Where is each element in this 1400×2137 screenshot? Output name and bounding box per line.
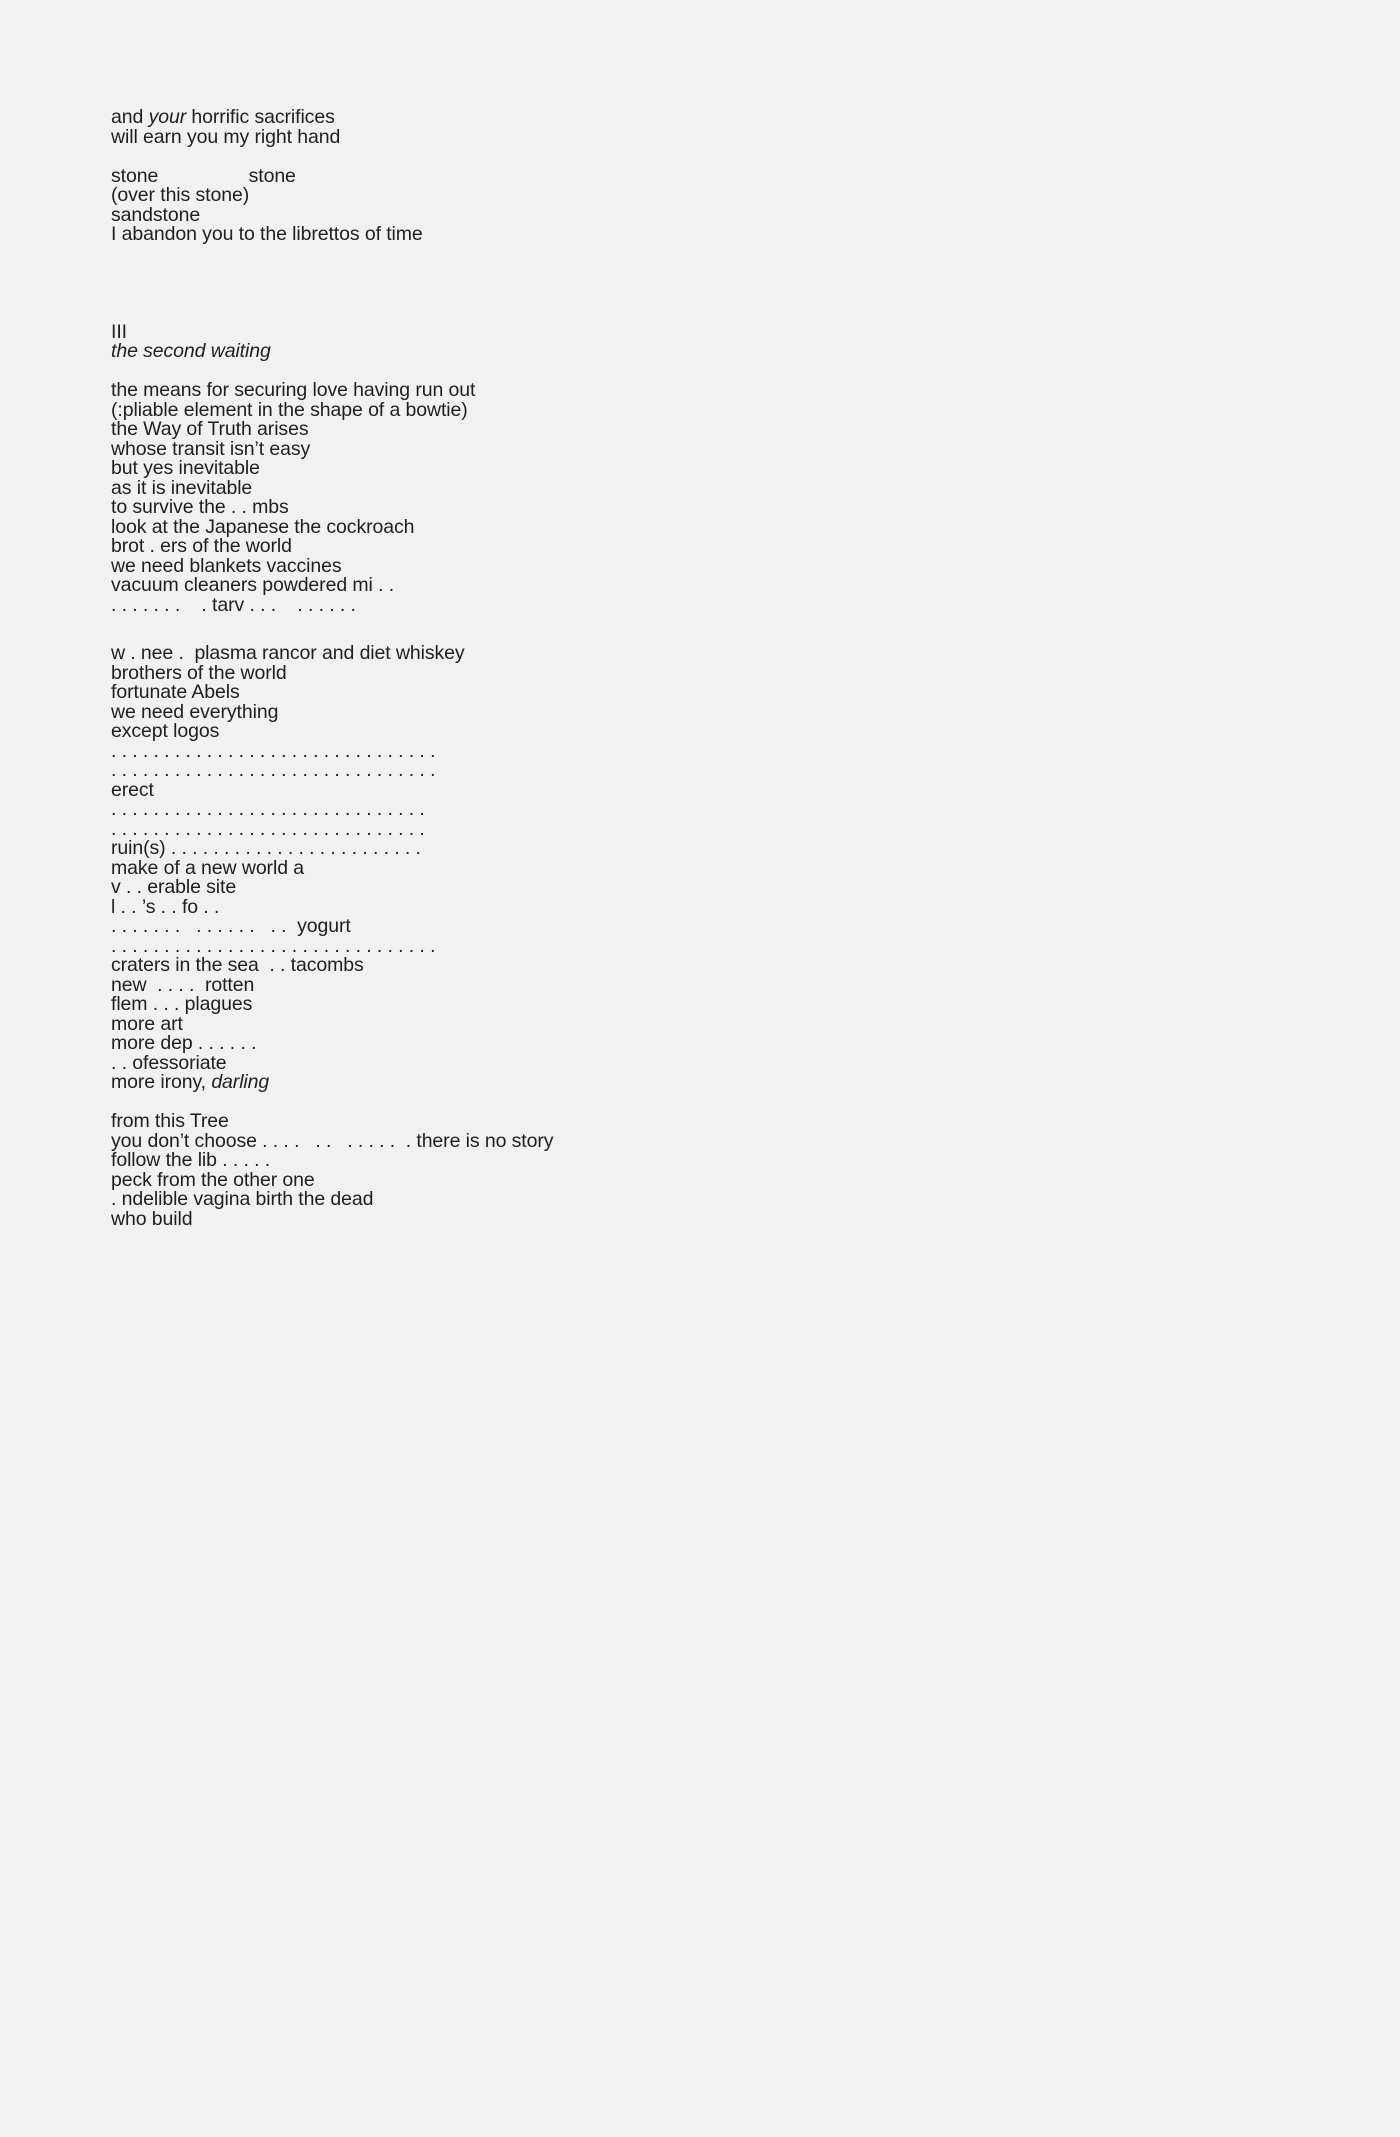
poem-line: (over this stone): [111, 184, 250, 206]
poem-line: craters in the sea . . tacombs: [111, 954, 364, 976]
poem-line: the means for securing love having run out: [111, 379, 476, 401]
poem-line: brot . ers of the world: [111, 535, 292, 557]
poem-page: [111, 108, 1311, 1229]
poem-line: whose transit isn’t easy: [111, 437, 311, 460]
poem-line: . . . . . . . . . . . . . . . yogurt: [111, 915, 351, 937]
stanza-1: [111, 108, 1311, 147]
poem-line: w . nee . plasma rancor and diet whiskey: [111, 642, 465, 664]
poem-line: make of a new world a: [111, 856, 304, 879]
poem-line: vacuum cleaners powdered mi . .: [111, 574, 395, 596]
poem-line: . . . . . . . . tarv . . . . . . . . .: [111, 593, 356, 616]
poem-line: more art: [111, 1012, 183, 1035]
poem-line: v . . erable site: [111, 876, 237, 898]
poem-line: new . . . . rotten: [111, 973, 255, 996]
poem-line: [111, 1073, 1311, 1093]
section-numeral: III: [111, 320, 127, 343]
poem-line: to survive the . . mbs: [111, 496, 289, 518]
poem-line: . . . . . . . . . . . . . . . . . . . . . . . . . . . . . .: [111, 817, 425, 840]
line-text: and: [111, 106, 149, 128]
line-italic-text: your: [148, 106, 187, 128]
poem-line: from this Tree: [111, 1110, 229, 1132]
poem-line: l . . ’s . . fo . .: [111, 895, 220, 918]
poem-line: . ndelible vagina birth the dead: [111, 1188, 374, 1210]
poem-line: more dep . . . . . .: [111, 1032, 257, 1054]
poem-line: fortunate Abels: [111, 681, 240, 703]
stanza-gap: [111, 147, 1311, 167]
stanza-2: [111, 164, 1311, 245]
poem-line: [111, 108, 1311, 128]
line-italic-text: darling: [211, 1071, 270, 1093]
poem-line: you don’t choose . . . . . . . . . . . . there is no story: [111, 1129, 554, 1152]
stanza-4-end: [111, 1073, 1311, 1093]
poem-line: erect: [111, 778, 154, 801]
stanza-3: [111, 381, 1311, 615]
section-title: the second waiting: [111, 340, 271, 362]
poem-line: stone stone: [111, 164, 296, 187]
poem-line: . . . . . . . . . . . . . . . . . . . . . . . . . . . . . .: [111, 798, 425, 820]
poem-line: ruin(s) . . . . . . . . . . . . . . . . . . . . . . . .: [111, 837, 421, 859]
poem-line: will earn you my right hand: [111, 125, 341, 148]
poem-line: who build: [111, 1207, 193, 1230]
poem-line: as it is inevitable: [111, 476, 253, 499]
line-text: more irony,: [111, 1071, 212, 1093]
poem-line: . . . . . . . . . . . . . . . . . . . . . . . . . . . . . . .: [111, 739, 436, 762]
poem-line: (:pliable element in the shape of a bowtie): [111, 398, 468, 421]
section-heading: [111, 320, 1311, 362]
stanza-gap: [111, 615, 1311, 644]
poem-line: we need blankets vaccines: [111, 554, 342, 577]
poem-line: except logos: [111, 720, 220, 742]
stanza-5: [111, 1112, 1311, 1229]
poem-line: . . . . . . . . . . . . . . . . . . . . . . . . . . . . . . .: [111, 759, 436, 781]
section-gap: [111, 245, 1311, 323]
poem-line: flem . . . plagues: [111, 993, 253, 1015]
poem-line: brothers of the world: [111, 661, 287, 684]
stanza-4: [111, 644, 1311, 1073]
poem-line: look at the Japanese the cockroach: [111, 515, 415, 538]
poem-line: . . ofessoriate: [111, 1051, 227, 1074]
stanza-gap: [111, 1093, 1311, 1113]
poem-line: sandstone: [111, 203, 201, 226]
poem-line: follow the lib . . . . .: [111, 1149, 271, 1171]
poem-line: . . . . . . . . . . . . . . . . . . . . . . . . . . . . . . .: [111, 934, 436, 957]
poem-line: but yes inevitable: [111, 457, 260, 479]
poem-line: we need everything: [111, 700, 279, 723]
line-text: horrific sacrifices: [186, 106, 335, 128]
poem-line: I abandon you to the librettos of time: [111, 223, 423, 245]
poem-line: peck from the other one: [111, 1168, 315, 1191]
poem-line: the Way of Truth arises: [111, 418, 309, 440]
